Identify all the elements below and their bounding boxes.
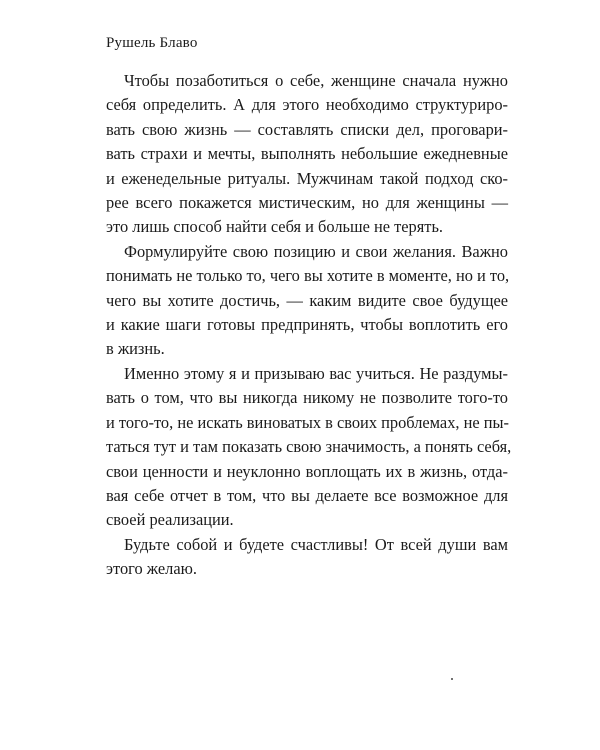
- paragraph: [106, 240, 508, 362]
- text-line: Именно этому я и призываю вас учиться. Не раздумы-: [124, 363, 508, 383]
- print-speck: [451, 678, 453, 680]
- paragraph: [106, 69, 508, 240]
- text-line: и еженедельные ритуалы. Мужчинам такой подход ско-: [106, 168, 508, 188]
- text-line: чего вы хотите достичь, — каким видите свое будущее: [106, 290, 508, 310]
- text-line: это лишь способ найти себя и больше не терять.: [106, 217, 444, 237]
- text-line: таться тут и там показать свою значимость, а понять себя,: [106, 437, 512, 457]
- text-line: вать о том, что вы никогда никому не позволите того-то: [106, 388, 508, 408]
- text-line: Будьте собой и будете счастливы! От всей души вам: [124, 534, 508, 554]
- text-line: этого желаю.: [106, 559, 197, 579]
- text-line: свои ценности и неуклонно воплощать их в жизнь, отда-: [106, 461, 508, 481]
- text-line: вать свою жизнь — составлять списки дел, проговари-: [106, 119, 508, 139]
- text-line: себя определить. А для этого необходимо структуриро-: [106, 95, 508, 115]
- text-line: и какие шаги готовы предпринять, чтобы воплотить его: [106, 315, 508, 335]
- text-line: своей реализации.: [106, 510, 234, 530]
- paragraph: [106, 533, 508, 582]
- text-line: в жизнь.: [106, 339, 165, 359]
- text-line: понимать не только то, чего вы хотите в моменте, но и то,: [106, 266, 510, 286]
- paragraph: [106, 362, 512, 533]
- text-line: Формулируйте свою позицию и свои желания. Важно: [124, 241, 508, 261]
- text-line: и того-то, не искать виноватых в своих проблемах, не пы-: [106, 412, 509, 432]
- text-line: вать страхи и мечты, выполнять небольшие ежедневные: [106, 144, 508, 164]
- text-line: рее всего покажется мистическим, но для женщины —: [106, 193, 508, 213]
- running-header-author: Рушель Блаво: [106, 35, 198, 51]
- text-line: вая себе отчет в том, что вы делаете все возможное для: [106, 485, 508, 505]
- page-body-text: [106, 69, 512, 582]
- text-line: Чтобы позаботиться о себе, женщине сначала нужно: [124, 71, 508, 90]
